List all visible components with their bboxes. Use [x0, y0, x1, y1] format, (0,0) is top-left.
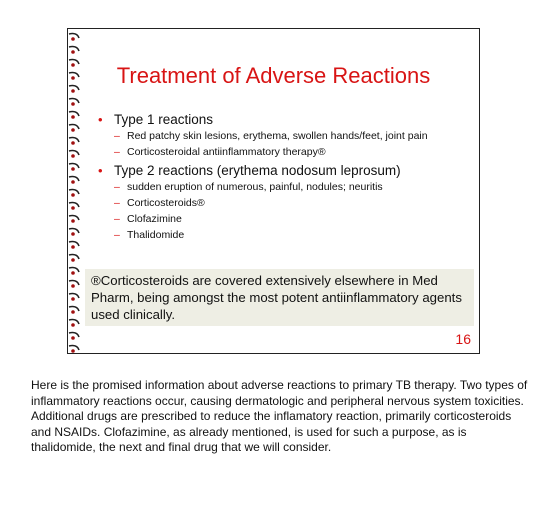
- sub-bullet: – Corticosteroidal antiinflammatory therapy®: [114, 146, 326, 158]
- dash-icon: –: [114, 130, 120, 142]
- spiral-ring-icon: [69, 203, 79, 208]
- spiral-hole-icon: [71, 154, 75, 158]
- spiral-ring-icon: [69, 255, 79, 260]
- bullet-type-1: • Type 1 reactions: [98, 112, 214, 127]
- spiral-ring-icon: [69, 138, 79, 143]
- spiral-ring-icon: [69, 333, 79, 338]
- spiral-ring-icon: [69, 47, 79, 52]
- spiral-hole-icon: [71, 141, 75, 145]
- spiral-hole-icon: [71, 323, 75, 327]
- spiral-ring-icon: [69, 164, 79, 169]
- spiral-hole-icon: [71, 102, 75, 106]
- dash-icon: –: [114, 213, 120, 225]
- spiral-hole-icon: [71, 245, 75, 249]
- spiral-ring-icon: [69, 216, 79, 221]
- spiral-hole-icon: [71, 271, 75, 275]
- spiral-hole-icon: [71, 167, 75, 171]
- spiral-ring-icon: [69, 307, 79, 312]
- spiral-hole-icon: [71, 193, 75, 197]
- spiral-ring-icon: [69, 229, 79, 234]
- bullet-dot-icon: •: [98, 163, 103, 178]
- sub-bullet: – Thalidomide: [114, 229, 185, 241]
- dash-icon: –: [114, 229, 120, 241]
- bullet-type-2: • Type 2 reactions (erythema nodosum leprosum): [98, 163, 401, 178]
- spiral-hole-icon: [71, 284, 75, 288]
- spiral-hole-icon: [71, 180, 75, 184]
- spiral-hole-icon: [71, 128, 75, 132]
- footnote-box: ®Corticosteroids are covered extensively elsewhere in Med Pharm, being amongst the most potent antiinflammatory agents used clinically.: [85, 269, 474, 326]
- spiral-ring-icon: [69, 268, 79, 273]
- spiral-hole-icon: [71, 89, 75, 93]
- spiral-hole-icon: [71, 37, 75, 41]
- spiral-ring-icon: [69, 242, 79, 247]
- spiral-ring-icon: [69, 34, 79, 39]
- spiral-ring-icon: [69, 294, 79, 299]
- slide-title: Treatment of Adverse Reactions: [116, 63, 431, 88]
- spiral-hole-icon: [71, 206, 75, 210]
- spiral-hole-icon: [71, 310, 75, 314]
- spiral-hole-icon: [71, 219, 75, 223]
- slide-number: 16: [455, 331, 471, 347]
- caption-text: Here is the promised information about adverse reactions to primary TB therapy. Two types of inflammatory reactions occur, causing dermatologic and peripheral nervous system toxicities. Additional drugs are prescribed to reduce the inflamatory reaction, primarily corticosteroids and NSAIDs. Clofazimine, as already mentioned, is used for such a purpose, as is thalidomide, the next and final drug that we will consider.: [31, 378, 528, 454]
- spiral-ring-icon: [69, 320, 79, 325]
- spiral-hole-icon: [71, 50, 75, 54]
- dash-icon: –: [114, 181, 120, 193]
- spiral-hole-icon: [71, 336, 75, 340]
- slide: [67, 28, 480, 354]
- spiral-ring-icon: [69, 125, 79, 130]
- spiral-ring-icon: [69, 151, 79, 156]
- spiral-ring-icon: [69, 346, 79, 351]
- sub-bullet: – Red patchy skin lesions, erythema, swollen hands/feet, joint pain: [114, 130, 428, 142]
- spiral-ring-icon: [69, 177, 79, 182]
- bullet-list: [94, 109, 471, 243]
- spiral-hole-icon: [71, 297, 75, 301]
- dash-icon: –: [114, 146, 120, 158]
- sub-bullet: – Clofazimine: [114, 213, 182, 225]
- dash-icon: –: [114, 197, 120, 209]
- spiral-ring-icon: [69, 190, 79, 195]
- spiral-hole-icon: [71, 115, 75, 119]
- spiral-ring-icon: [69, 112, 79, 117]
- spiral-ring-icon: [69, 281, 79, 286]
- sub-bullet: – Corticosteroids®: [114, 197, 205, 209]
- spiral-hole-icon: [71, 232, 75, 236]
- sub-bullet: – sudden eruption of numerous, painful, nodules; neuritis: [114, 181, 383, 193]
- spiral-hole-icon: [71, 258, 75, 262]
- bullet-dot-icon: •: [98, 112, 103, 127]
- spiral-hole-icon: [71, 349, 75, 353]
- spiral-ring-icon: [69, 99, 79, 104]
